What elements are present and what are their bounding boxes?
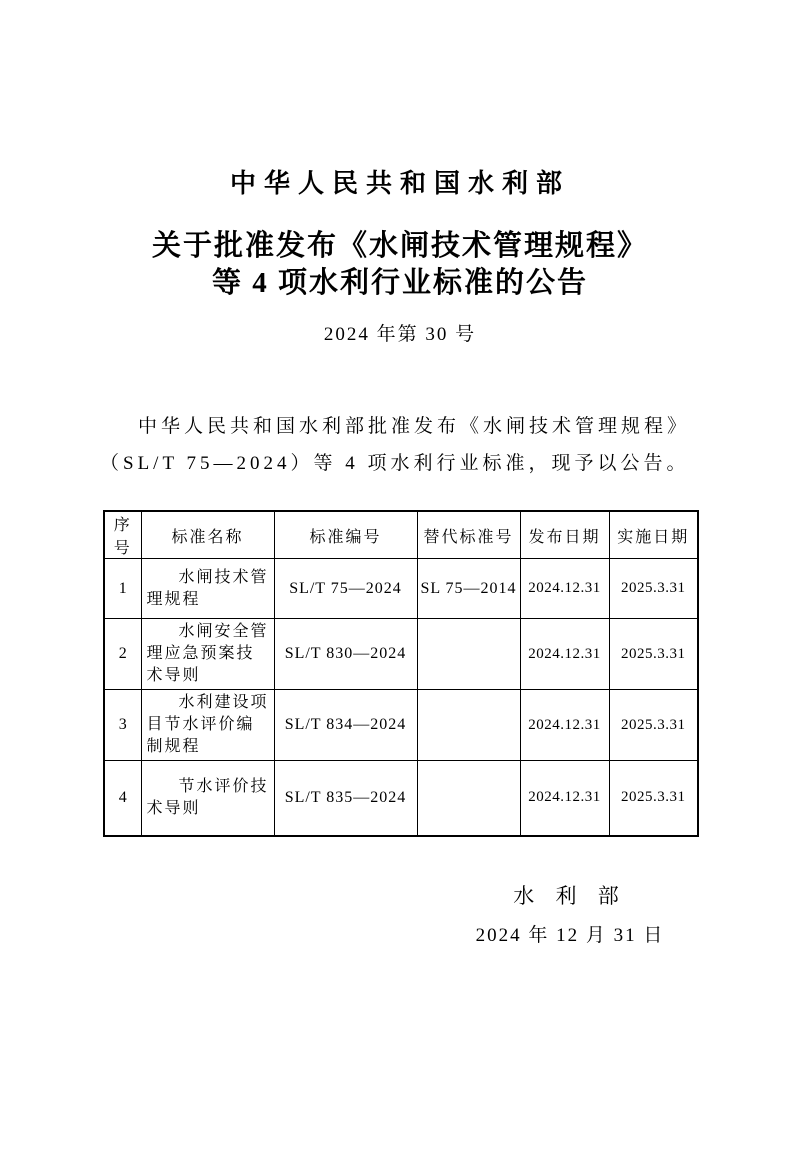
header-cell-name: 标准名称 xyxy=(141,511,274,559)
cell-replaced-code xyxy=(417,761,520,836)
signature-org: 水 利 部 xyxy=(513,883,627,908)
document-title xyxy=(0,228,800,302)
cell-no: 4 xyxy=(104,761,141,836)
cell-standard-code: SL/T 830—2024 xyxy=(274,619,417,690)
cell-standard-name: 水闸技术管理规程 xyxy=(141,559,274,619)
cell-publish-date: 2024.12.31 xyxy=(520,619,609,690)
cell-publish-date: 2024.12.31 xyxy=(520,690,609,761)
cell-no: 2 xyxy=(104,619,141,690)
table-row xyxy=(104,559,698,619)
cell-effective-date: 2025.3.31 xyxy=(609,761,698,836)
table-row xyxy=(104,619,698,690)
cell-replaced-code xyxy=(417,619,520,690)
body-paragraph xyxy=(100,408,700,482)
header-cell-effective-date: 实施日期 xyxy=(609,511,698,559)
table-header-row xyxy=(104,511,698,559)
cell-standard-code: SL/T 835—2024 xyxy=(274,761,417,836)
cell-effective-date: 2025.3.31 xyxy=(609,619,698,690)
table-row xyxy=(104,761,698,836)
table-row xyxy=(104,690,698,761)
cell-publish-date: 2024.12.31 xyxy=(520,559,609,619)
header-cell-code: 标准编号 xyxy=(274,511,417,559)
cell-standard-name: 节水评价技术导则 xyxy=(141,761,274,836)
cell-no: 1 xyxy=(104,559,141,619)
org-title: 中华人民共和国水利部 xyxy=(229,169,570,198)
body-paragraph-line1: 中华人民共和国水利部批准发布《水闸技术管理规程》 xyxy=(138,416,691,437)
body-paragraph-line2: （SL/T 75—2024）等 4 项水利行业标准，现予以公告。 xyxy=(100,453,690,474)
signature-block xyxy=(450,881,690,951)
standards-table xyxy=(103,510,699,837)
cell-replaced-code: SL 75—2014 xyxy=(417,559,520,619)
cell-standard-code: SL/T 75—2024 xyxy=(274,559,417,619)
header-cell-publish-date: 发布日期 xyxy=(520,511,609,559)
header-cell-no: 序号 xyxy=(104,511,141,559)
cell-no: 3 xyxy=(104,690,141,761)
document-title-line2: 等 4 项水利行业标准的公告 xyxy=(211,267,588,299)
document-number: 2024 年第 30 号 xyxy=(323,324,477,345)
cell-effective-date: 2025.3.31 xyxy=(609,559,698,619)
document-title-line1: 关于批准发布《水闸技术管理规程》 xyxy=(151,230,648,262)
cell-publish-date: 2024.12.31 xyxy=(520,761,609,836)
header-cell-replaces: 替代标准号 xyxy=(417,511,520,559)
cell-effective-date: 2025.3.31 xyxy=(609,690,698,761)
cell-replaced-code xyxy=(417,690,520,761)
cell-standard-code: SL/T 834—2024 xyxy=(274,690,417,761)
signature-date: 2024 年 12 月 31 日 xyxy=(475,924,665,946)
cell-standard-name: 水利建设项目节水评价编制规程 xyxy=(141,690,274,761)
cell-standard-name: 水闸安全管理应急预案技术导则 xyxy=(141,619,274,690)
